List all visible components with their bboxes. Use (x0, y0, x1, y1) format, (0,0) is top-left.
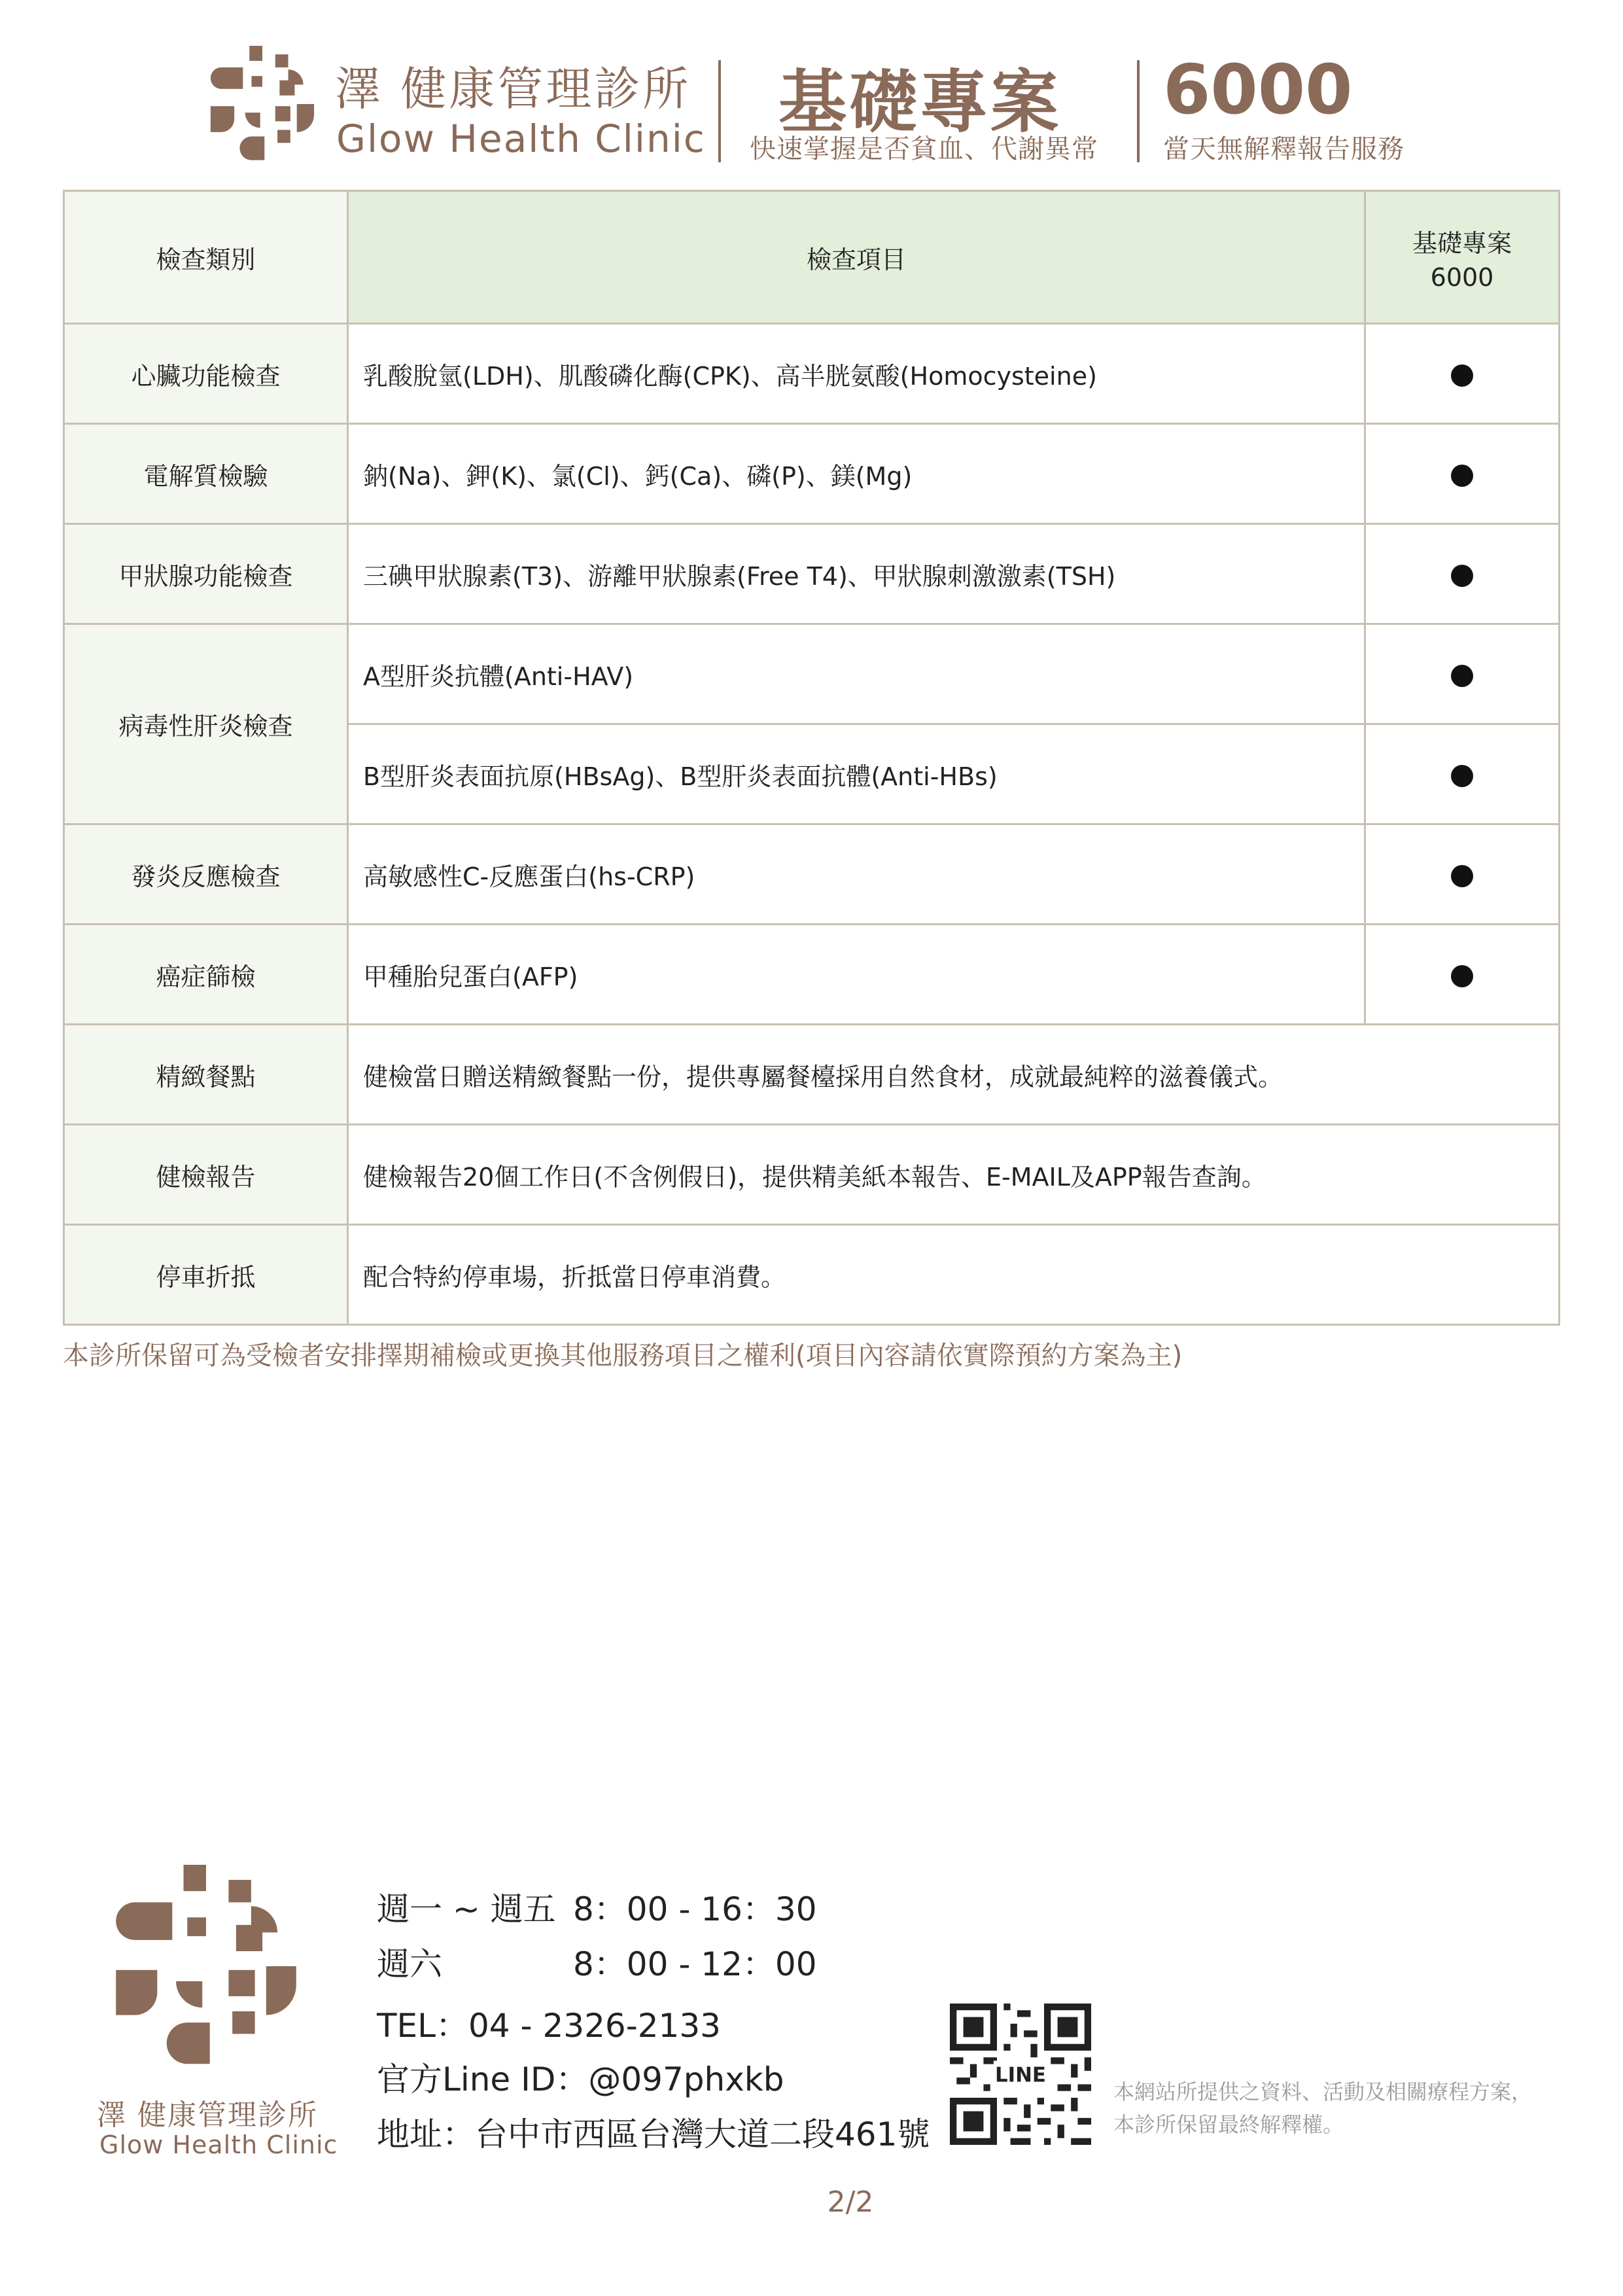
row-category: 發炎反應檢查 (64, 824, 348, 925)
row-item: 高敏感性C-反應蛋白(hs-CRP) (348, 824, 1365, 925)
row-included (1365, 424, 1560, 524)
clinic-logo-icon (208, 46, 317, 162)
row-item: 鈉(Na)、鉀(K)、氯(Cl)、鈣(Ca)、磷(P)、鎂(Mg) (348, 424, 1365, 524)
header-plan (1365, 191, 1560, 324)
header-plan-name: 基礎專案 (1412, 228, 1512, 258)
plan-subtitle: 快速掌握是否貧血、代謝異常 (750, 134, 1098, 164)
plan-price: 6000 (1163, 50, 1353, 130)
included-dot-icon (1451, 665, 1473, 687)
plan-title: 基礎專案 (778, 62, 1062, 142)
disclaimer-line1: 本網站所提供之資料、活動及相關療程方案， (1113, 2079, 1533, 2104)
table-row (64, 324, 1560, 424)
row-included (1365, 524, 1560, 624)
footer-clinic-name-cn: 澤 健康管理診所 (97, 2098, 318, 2132)
row-item: 健檢當日贈送精緻餐點一份，提供專屬餐檯採用自然食材，成就最純粹的滋養儀式。 (348, 1025, 1560, 1125)
qr-label: LINE (994, 2063, 1047, 2087)
included-dot-icon (1451, 965, 1473, 987)
price-subtitle: 當天無解釋報告服務 (1163, 134, 1405, 164)
row-item: 配合特約停車場，折抵當日停車消費。 (348, 1225, 1560, 1325)
page-number: 2/2 (827, 2185, 874, 2219)
table-row (64, 524, 1560, 624)
exam-table (63, 190, 1560, 1326)
row-item: B型肝炎表面抗原(HBsAg)、B型肝炎表面抗體(Anti-HBs) (348, 724, 1365, 824)
included-dot-icon (1451, 565, 1473, 587)
row-category: 癌症篩檢 (64, 925, 348, 1025)
row-item: A型肝炎抗體(Anti-HAV) (348, 624, 1365, 724)
row-item: 乳酸脫氫(LDH)、肌酸磷化酶(CPK)、高半胱氨酸(Homocysteine) (348, 324, 1365, 424)
row-category: 停車折抵 (64, 1225, 348, 1325)
row-category: 心臟功能檢查 (64, 324, 348, 424)
table-row (64, 624, 1560, 724)
row-included (1365, 824, 1560, 925)
row-item: 健檢報告20個工作日(不含例假日)，提供精美紙本報告、E-MAIL及APP報告查詢。 (348, 1125, 1560, 1225)
row-included (1365, 624, 1560, 724)
hours-time: 8：00 - 16：30 (573, 1890, 817, 1928)
row-included (1365, 925, 1560, 1025)
clinic-name-en: Glow Health Clinic (336, 116, 706, 161)
hours-day: 週一 ~ 週五 (377, 1890, 556, 1928)
row-included (1365, 724, 1560, 824)
clinic-logo-icon (111, 1865, 301, 2068)
table-header-row (64, 191, 1560, 324)
footer-clinic-name-en: Glow Health Clinic (99, 2130, 338, 2159)
address: 地址：台中市西區台灣大道二段461號 (377, 2115, 930, 2153)
table-row (64, 1225, 1560, 1325)
line-id: 官方Line ID：@097phxkb (377, 2060, 784, 2098)
hours-weekday (377, 1883, 817, 1930)
row-category: 電解質檢驗 (64, 424, 348, 524)
hours-time: 8：00 - 12：00 (573, 1945, 817, 1983)
included-dot-icon (1451, 865, 1473, 887)
line-qr-code-icon (950, 2004, 1091, 2145)
phone: TEL：04 - 2326-2133 (377, 2007, 721, 2045)
included-dot-icon (1451, 465, 1473, 487)
header-category: 檢查類別 (64, 191, 348, 324)
row-item: 甲種胎兒蛋白(AFP) (348, 925, 1365, 1025)
clinic-name-cn: 澤 健康管理診所 (335, 62, 691, 116)
included-dot-icon (1451, 765, 1473, 787)
row-category: 甲狀腺功能檢查 (64, 524, 348, 624)
row-category: 健檢報告 (64, 1125, 348, 1225)
header-divider (1137, 60, 1140, 162)
header-plan-price: 6000 (1430, 262, 1494, 292)
table-row (64, 1125, 1560, 1225)
table-row (64, 424, 1560, 524)
row-item: 三碘甲狀腺素(T3)、游離甲狀腺素(Free T4)、甲狀腺刺激激素(TSH) (348, 524, 1365, 624)
hours-day: 週六 (377, 1945, 442, 1983)
reservation-note: 本診所保留可為受檢者安排擇期補檢或更換其他服務項目之權利(項目內容請依實際預約方案為主) (63, 1341, 1183, 1371)
included-dot-icon (1451, 364, 1473, 387)
table-row (64, 925, 1560, 1025)
table-row (64, 824, 1560, 925)
disclaimer-line2: 本診所保留最終解釋權。 (1113, 2112, 1344, 2137)
row-category: 病毒性肝炎檢查 (64, 624, 348, 824)
row-category: 精緻餐點 (64, 1025, 348, 1125)
page-header (0, 0, 1623, 183)
row-included (1365, 324, 1560, 424)
header-divider (718, 60, 721, 162)
table-row (64, 1025, 1560, 1125)
hours-saturday (377, 1938, 817, 1985)
header-items: 檢查項目 (348, 191, 1365, 324)
